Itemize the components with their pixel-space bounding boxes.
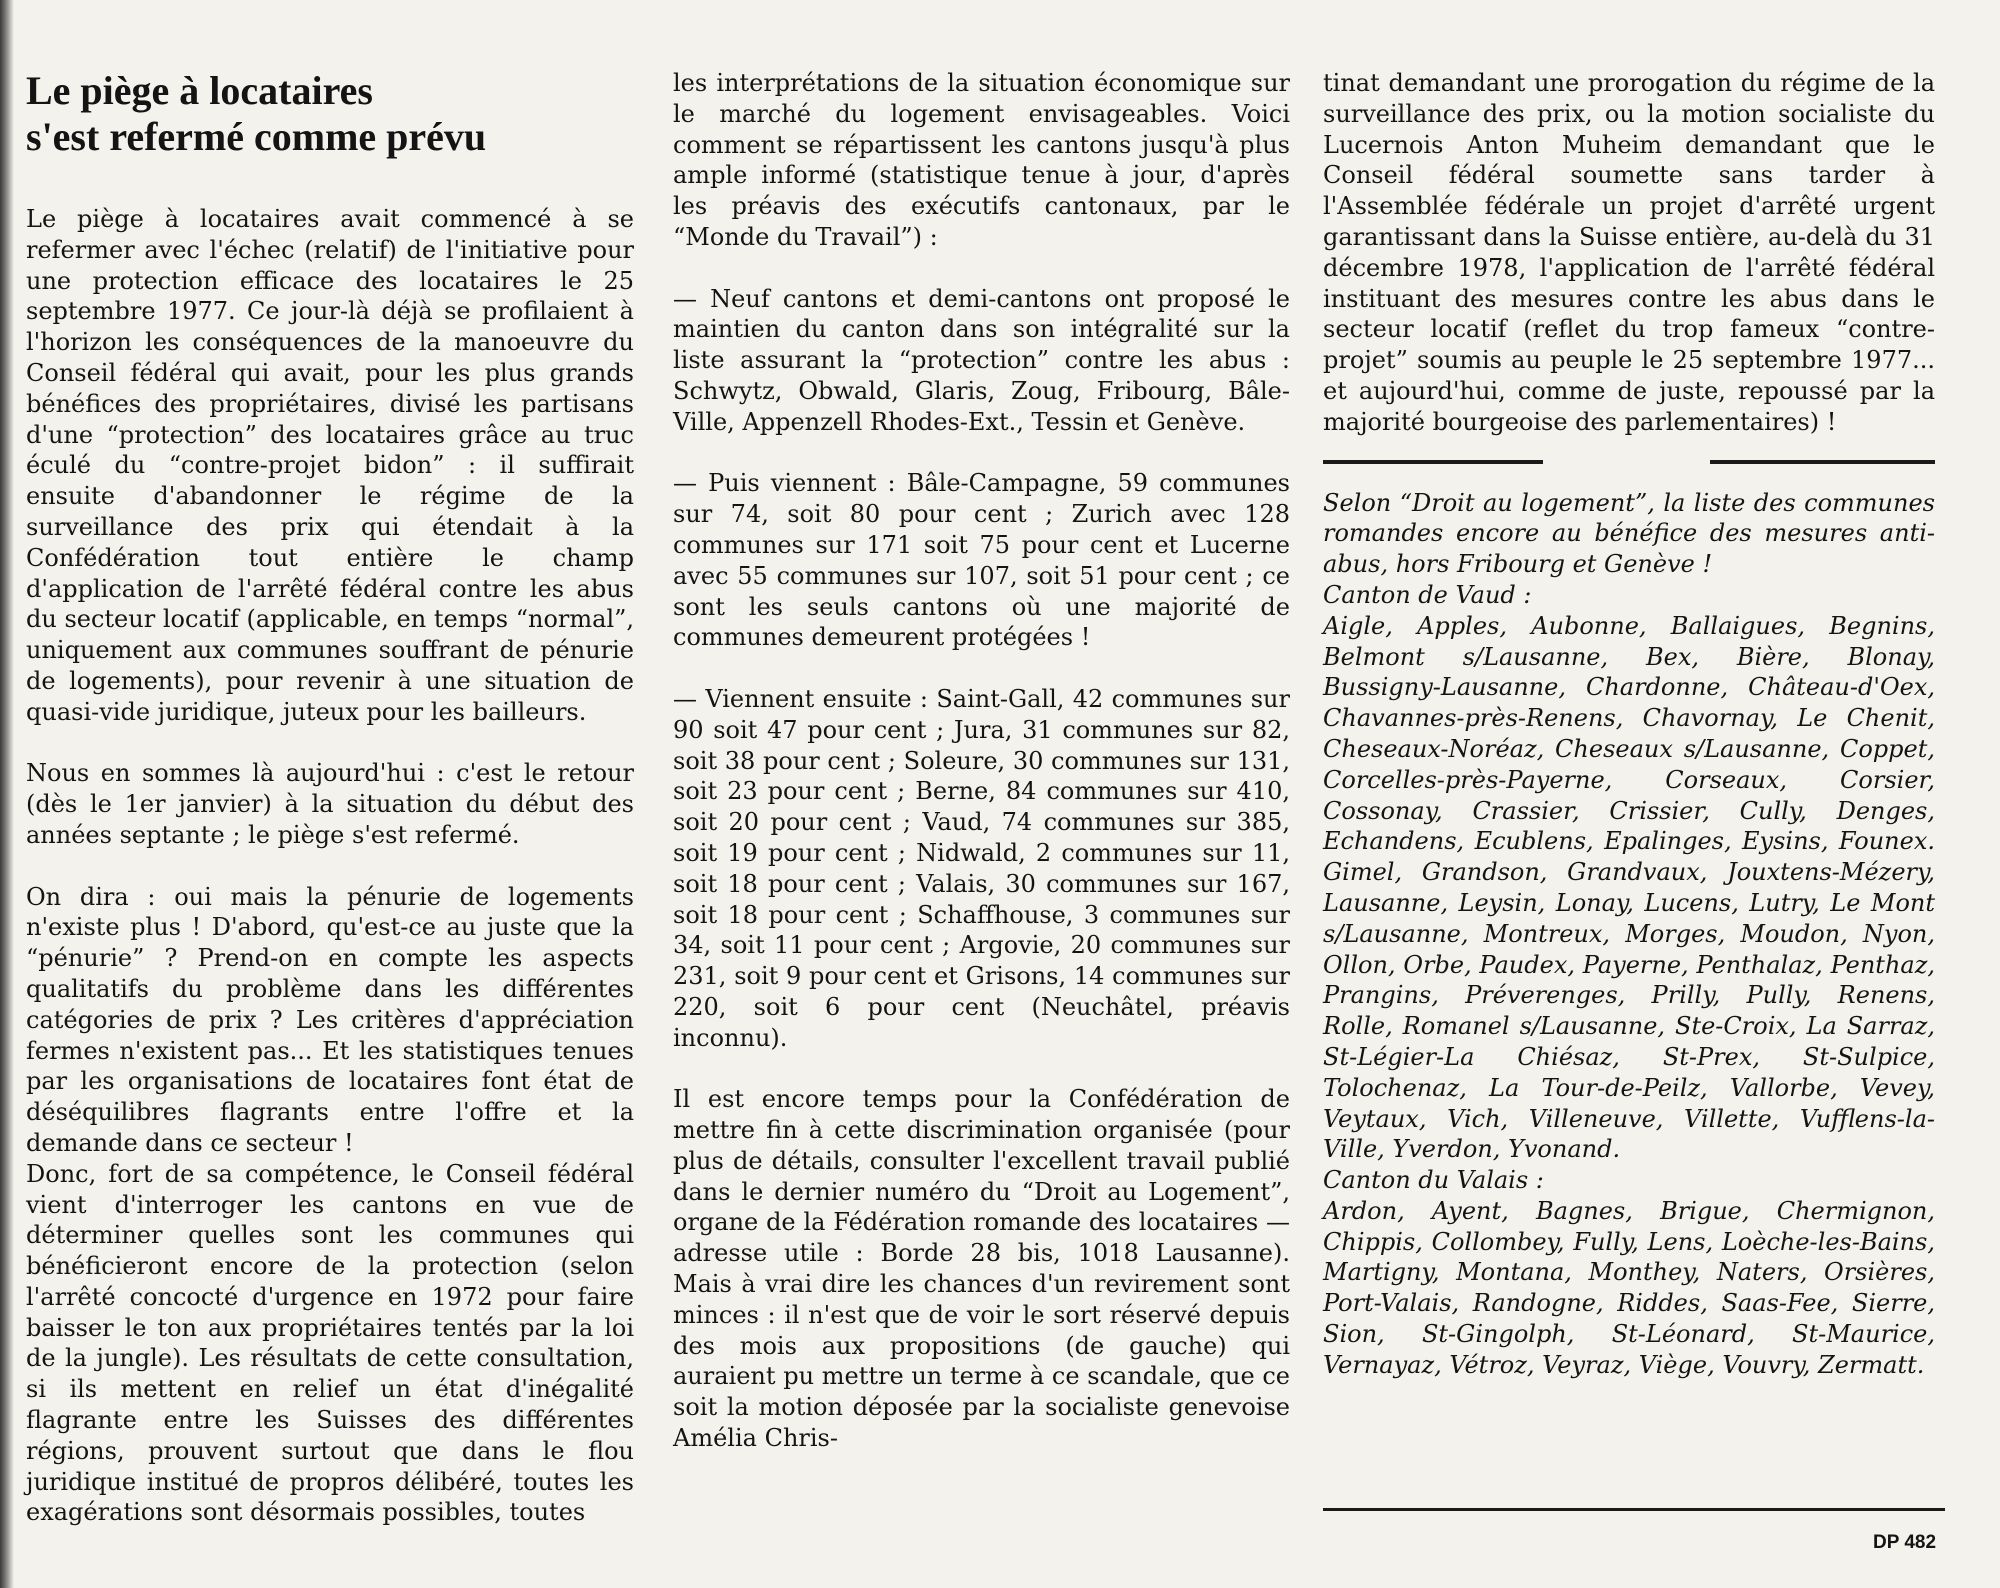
paragraph: tinat demandant une prorogation du régime de la surveillance des prix, ou la motion socialiste du Lucernois Anton Muheim demandant que le Conseil fédéral soumette sans tarder à l'Assemblée fédérale un projet d'arrêté urgent garantissant dans la Suisse entière, au-delà du 31 décembre 1978, l'application de l'arrêté fédéral instituant des mesures contre les abus dans le secteur locatif (reflet du trop fameux “contre-projet” soumis au peuple le 25 septembre 1977... et aujourd'hui, comme de juste, repoussé par la majorité bourgeoise des parlementaires) ! bbox=[1323, 69, 1935, 436]
box-intro: Selon “Droit au logement”, la liste des communes romandes encore au bénéfice des mesures anti-abus, hors Fribourg et Genève ! bbox=[1323, 488, 1935, 579]
separator-rules bbox=[1323, 448, 1935, 478]
valais-communes-list: Ardon, Ayent, Bagnes, Brigue, Chermignon, Chippis, Collombey, Fully, Lens, Loèche-les-Bains, Martigny, Montana, Monthey, Naters, Orsières, Port-Valais, Randogne, Riddes, Saas-Fee, Sierre, Sion, St-Gingolph, St-Léonard, St-Maurice, Vernayaz, Vétroz, Veyraz, Viège, Vouvry, Zermatt. bbox=[1323, 1196, 1935, 1379]
vaud-heading: Canton de Vaud : bbox=[1323, 580, 1532, 609]
vaud-communes-list: Aigle, Apples, Aubonne, Ballaigues, Begnins, Belmont s/Lausanne, Bex, Bière, Blonay, Bussigny-Lausanne, Chardonne, Château-d'Oex, Chavannes-près-Renens, Chavornay, Le Chenit, Cheseaux-Noréaz, Cheseaux s/Lausanne, Coppet, Corcelles-près-Payerne, Corseaux, Corsier, Cossonay, Crassier, Crissier, Cully, Denges, Echandens, Ecublens, Epalinges, Eysins, Founex. Gimel, Grandson, Grandvaux, Jouxtens-Mézery, Lausanne, Leysin, Lonay, Lucens, Lutry, Le Mont s/Lausanne, Montreux, Morges, Moudon, Nyon, Ollon, Orbe, Paudex, Payerne, Penthalaz, Penthaz, Prangins, Préverenges, Prilly, Pully, Renens, Rolle, Romanel s/Lausanne, Ste-Croix, La Sarraz, St-Légier-La Chiésaz, St-Prex, St-Sulpice, Tolochenaz, La Tour-de-Peilz, Vallorbe, Vevey, Veytaux, Vich, Villeneuve, Villette, Vufflens-la-Ville, Yverdon, Yvonand. bbox=[1323, 611, 1935, 1164]
rule-right bbox=[1710, 460, 1935, 464]
communes-box bbox=[1323, 488, 1935, 1381]
paragraph: — Viennent ensuite : Saint-Gall, 42 communes sur 90 soit 47 pour cent ; Jura, 31 communes sur 82, soit 38 pour cent ; Soleure, 30 communes sur 131, soit 23 pour cent ; Berne, 84 communes sur 410, soit 20 pour cent ; Vaud, 74 communes sur 385, soit 19 pour cent ; Nidwald, 2 communes sur 11, soit 18 pour cent ; Valais, 30 communes sur 167, soit 18 pour cent ; Schaffhouse, 3 communes sur 34, soit 11 pour cent ; Argovie, 20 communes sur 231, soit 9 pour cent et Grisons, 14 communes sur 220, soit 6 pour cent (Neuchâtel, préavis inconnu). bbox=[673, 684, 1290, 1052]
column-1 bbox=[26, 68, 634, 1528]
valais-heading: Canton du Valais : bbox=[1323, 1166, 1544, 1195]
paragraph: Le piège à locataires avait commencé à se refermer avec l'échec (relatif) de l'initiative pour une protection efficace des locataires le 25 septembre 1977. Ce jour-là déjà se profilaient à l'horizon les conséquences de la manoeuvre du Conseil fédéral qui avait, pour les plus grands bénéfices des propriétaires, divisé les partisans d'une “protection” des locataires grâce au truc éculé du “contre-projet bidon” : il suffirait ensuite d'abandonner le régime de la surveillance des prix qui étendait à la Confédération tout entière le champ d'application de l'arrêté fédéral contre les abus du secteur locatif (applicable, en temps “normal”, uniquement aux communes souffrant de pénurie de logements), pour revenir à une situation de quasi-vide juridique, juteux pour les bailleurs. bbox=[26, 205, 635, 726]
title-line-2: s'est refermé comme prévu bbox=[26, 114, 487, 159]
paragraph: — Neuf cantons et demi-cantons ont proposé le maintien du canton dans son intégralité sur la liste assurant la “protection” contre les abus : Schwytz, Obwald, Glaris, Zoug, Fribourg, Bâle-Ville, Appenzell Rhodes-Ext., Tessin et Genève. bbox=[673, 284, 1290, 436]
paragraph: les interprétations de la situation économique sur le marché du logement envisageables. Voici comment se répartissent les cantons jusqu'à plus ample informé (statistique tenue à jour, d'après les préavis des exécutifs cantonaux, par le “Monde du Travail”) : bbox=[673, 69, 1290, 251]
column-2 bbox=[673, 68, 1290, 1454]
paragraph: On dira : oui mais la pénurie de logements n'existe plus ! D'abord, qu'est-ce au juste que la “pénurie” ? Prend-on en compte les aspects qualitatifs du problème dans les différentes catégories de prix ? Les critères d'appréciation fermes n'existent pas... Et les statistiques tenues par les organisations de locataires font état de déséquilibres flagrants entre l'offre et la demande dans ce secteur ! bbox=[26, 882, 634, 1157]
article-title bbox=[26, 68, 634, 160]
paragraph: — Puis viennent : Bâle-Campagne, 59 communes sur 74, soit 80 pour cent ; Zurich avec 128 communes sur 171 soit 75 pour cent et Lucerne avec 55 communes sur 107, soit 51 pour cent ; ce sont les seuls cantons où une majorité de communes demeurent protégées ! bbox=[673, 469, 1290, 652]
paragraph: Il est encore temps pour la Confédération de mettre fin à cette discrimination organisée (pour plus de détails, consulter l'excellent travail publié dans le dernier numéro du “Droit au Logement”, organe de la Fédération romande des locataires — adresse utile : Borde 28 bis, 1018 Lausanne). Mais à vrai dire les chances d'un revirement sont minces : il n'est que de voir le sort réservé depuis des mois aux propositions (de gauche) qui auraient pu mettre un terme à ce scandale, que ce soit la motion déposée par la socialiste genevoise Amélia Chris- bbox=[673, 1085, 1290, 1453]
page-edge-shadow bbox=[0, 0, 14, 1588]
rule-left bbox=[1323, 460, 1543, 464]
title-line-1: Le piège à locataires bbox=[26, 68, 373, 113]
paragraph: Nous en sommes là aujourd'hui : c'est le retour (dès le 1er janvier) à la situation du début des années septante ; le piège s'est refermé. bbox=[26, 759, 634, 849]
bottom-rule bbox=[1323, 1508, 1945, 1511]
paragraph: Donc, fort de sa compétence, le Conseil fédéral vient d'interroger les cantons en vue de déterminer quelles sont les communes qui bénéficieront encore de la protection (selon l'arrêté concocté d'urgence en 1972 pour faire baisser le ton aux propriétaires tentés par la loi de la jungle). Les résultats de cette consultation, si ils mettent en relief un état d'inégalité flagrante entre les Suisses des différentes régions, prouvent surtout que dans le flou juridique institué de propros délibéré, toutes les exagérations sont désormais possibles, toutes bbox=[26, 1159, 634, 1527]
column-3 bbox=[1323, 68, 1935, 1381]
page-label: DP 482 bbox=[1873, 1532, 1937, 1553]
